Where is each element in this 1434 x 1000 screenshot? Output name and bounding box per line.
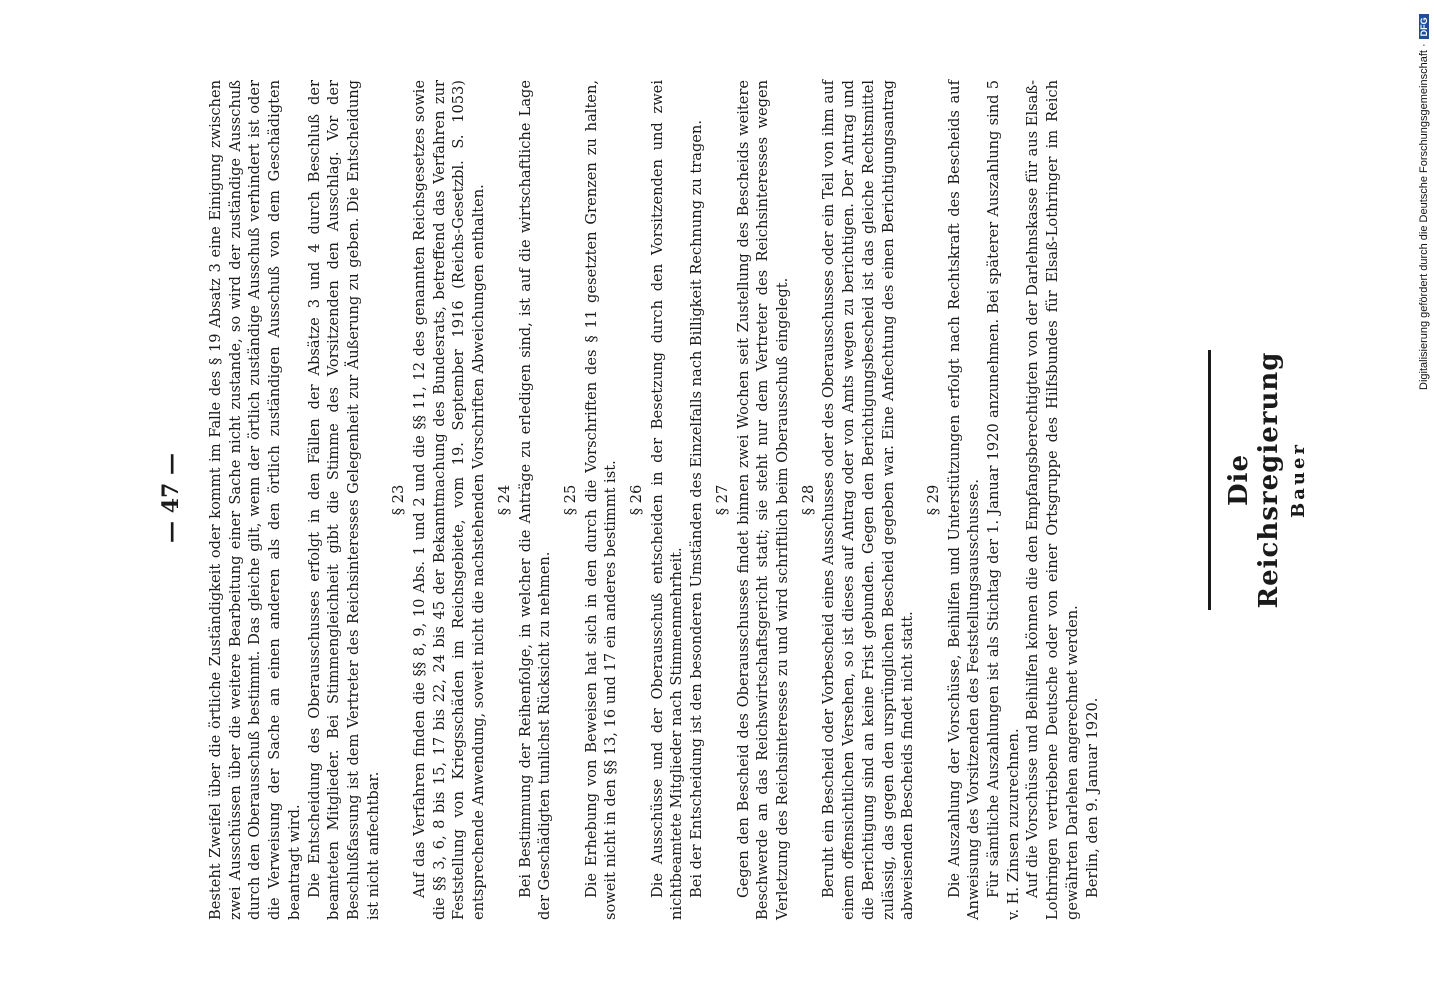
paragraph: Für sämtliche Auszahlungen ist als Stichtag der 1. Januar 1920 anzunehmen. Bei späterer Auszahlung sind 5 v. H. Zinsen zuzurechnen. [985, 80, 1022, 920]
paragraph: Die Ausschüsse und der Oberausschuß entscheiden in der Besetzung durch den Vorsitzenden und zwei nichtbeamtete Mitglieder nach Stimmenmehrheit. [648, 80, 686, 920]
paragraph: Die Entscheidung des Oberausschusses erfolgt in den Fällen der Absätze 3 und 4 durch Beschluß der beamteten Mitglieder. Bei Stimmengleichheit gibt die Stimme des Vorsitzenden den Ausschlag. Vor der Beschlußfassung ist dem Vertreter des Reichsinteresses Gelegenheit zur Äußerung zu geben. Die Entscheidung ist nicht anfechtbar. [305, 80, 382, 920]
digitization-note-text: Digitalisierung gefördert durch die Deutsche Forschungsgemeinschaft · [1418, 43, 1430, 390]
paragraph: Auf die Vorschüsse und Beihilfen können die den Empfangsberechtigten von der Darlehnskasse für aus Elsaß-Lothringen vertriebene Deutsche oder von einer Ortsgruppe des Hilfsbundes für Elsaß-Lothringer im Reich gewährten Darlehen angerechnet werden. [1024, 80, 1081, 920]
date-line: Berlin, den 9. Januar 1920. [1083, 697, 1101, 898]
section-heading: § 26 [628, 484, 646, 516]
paragraph: Gegen den Bescheid des Oberausschusses findet binnen zwei Wochen seit Zustellung des Bescheids weitere Beschwerde an das Reichswirtschaftsgericht statt; sie steht nur dem Vertreter des Reichsinteresses wegen Verletzung des Reichsinteresses zu und wird schriftlich beim Oberausschuß eingelegt. [734, 80, 791, 920]
page-number: — 47 — [158, 453, 184, 543]
paragraph: Bei Bestimmung der Reihenfolge, in welcher die Anträge zu erledigen sind, ist auf die wirtschaftliche Lage der Geschädigten tunlichst Rücksicht zu nehmen. [516, 80, 554, 920]
paragraph: Beruht ein Bescheid oder Vorbescheid eines Ausschusses oder des Oberausschusses oder ein Teil von ihm auf einem offensichtlichen Versehen, so ist dieses auf Antrag oder von Amts wegen zu berichtigen. Der Antrag und die Berichtigung sind an keine Frist gebunden. Gegen den Berichtigungsbescheid ist das gleiche Rechtsmittel zulässig, das gegen den ursprünglichen Bescheid gegeben war. Eine Anfechtung des einen Berichtigungsantrag abweisenden Bescheids findet nicht statt. [820, 80, 917, 920]
signature-rule [1208, 350, 1211, 610]
section-heading: § 25 [561, 484, 579, 516]
section-heading: § 27 [713, 484, 731, 516]
signature-name: Bauer [1288, 442, 1309, 518]
paragraph: Die Auszahlung der Vorschüsse, Beihilfen und Unterstützungen erfolgt nach Rechtskraft des Bescheids auf Anweisung des Vorsitzenden des Feststellungsausschusses. [945, 80, 983, 920]
signature-title: Die Reichsregierung [1224, 351, 1284, 609]
body-text [206, 80, 1102, 920]
dfg-logo: DFG [1419, 14, 1429, 39]
paragraph: Bei der Entscheidung ist den besonderen Umständen des Einzelfalls nach Billigkeit Rechnung zu tragen. [688, 120, 706, 898]
paragraph: Besteht Zweifel über die örtliche Zuständigkeit oder kommt im Falle des § 19 Absatz 3 eine Einigung zwischen zwei Ausschüssen über die weitere Bearbeitung einer Sache nicht zustande, so wird der zuständige Ausschuß durch den Oberausschuß bestimmt. Das gleiche gilt, wenn der örtlich zuständige Ausschuß verhindert ist oder die Verweisung der Sache an einen anderen als den örtlich zuständigen Ausschuß von dem Geschädigten beantragt wird. [207, 80, 303, 920]
section-heading: § 23 [390, 484, 408, 516]
paragraph: Die Erhebung von Beweisen hat sich in den durch die Vorschriften des § 11 gesetzten Grenzen zu halten, soweit nicht in den §§ 13, 16 und 17 ein anderes bestimmt ist. [582, 80, 620, 920]
signature-block [1224, 330, 1309, 630]
section-heading: § 24 [495, 484, 513, 516]
document-page [148, 66, 1309, 930]
paragraph: Auf das Verfahren finden die §§ 8, 9, 10 Abs. 1 und 2 und die §§ 11, 12 des genannten Reichsgesetzes sowie die §§ 3, 6, 8 bis 15, 17 bis 22, 24 bis 45 der Bekanntmachung des Bundesrats, betreffend das Verfahren zur Feststellung von Kriegsschäden im Reichsgebiete, vom 19. September 1916 (Reichs-Gesetzbl. S. 1053) entsprechende Anwendung, soweit nicht die nachstehenden Vorschriften Abweichungen enthalten. [411, 80, 488, 920]
section-heading: § 28 [799, 484, 817, 516]
section-heading: § 29 [924, 484, 942, 516]
digitization-note [1398, 10, 1430, 390]
